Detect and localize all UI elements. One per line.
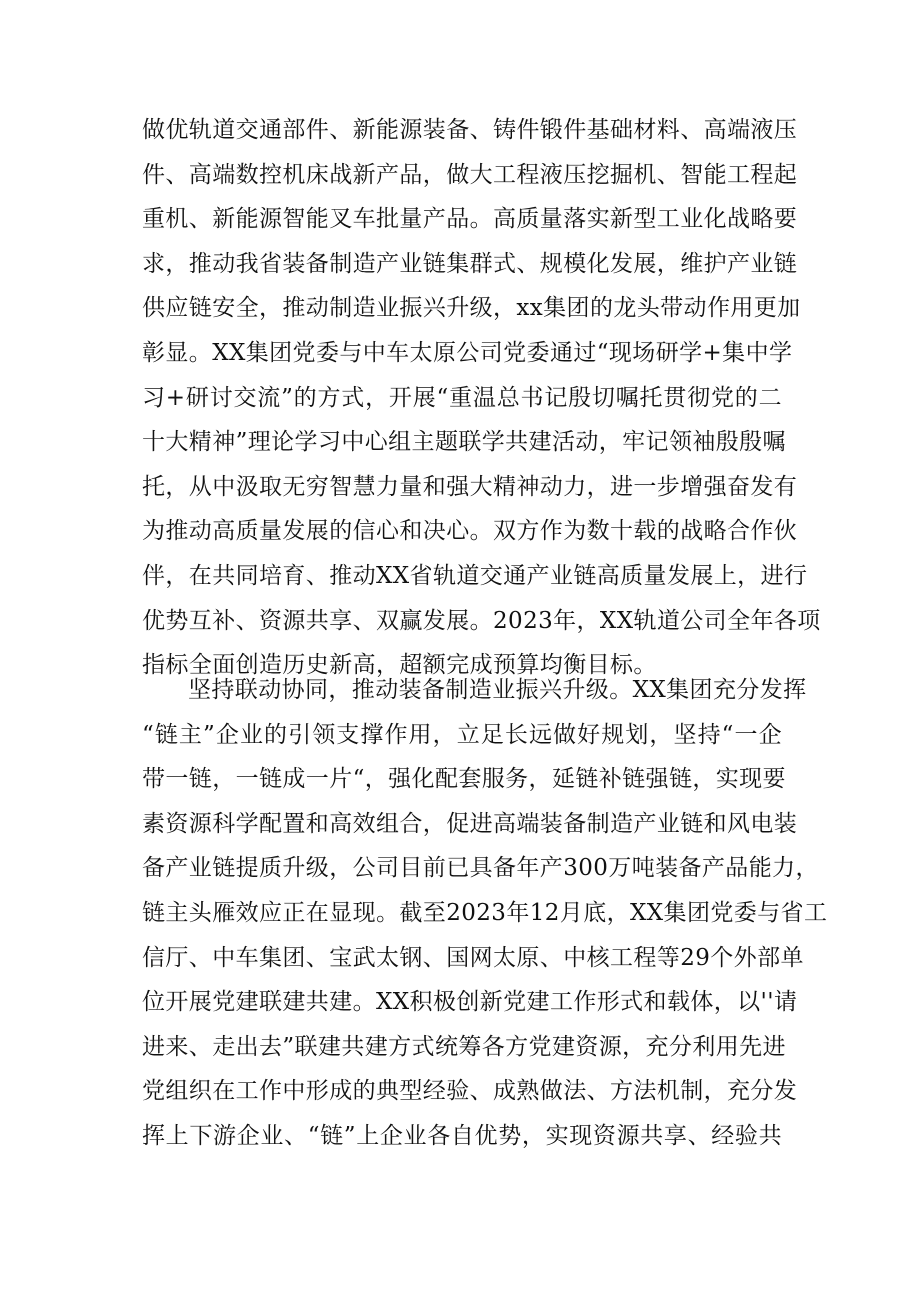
text-line: 件、高端数控机床战新产品，做大工程液压挖掘机、智能工程起 [142, 161, 798, 188]
text-line: 坚持联动协同，推动装备制造业振兴升级。XX集团充分发挥 [188, 677, 807, 703]
text-line: 指标全面创造历史新高，超额完成预算均衡目标。 [142, 652, 657, 679]
text-line: “链主”企业的引领支撑作用，立足长远做好规划，坚持“一企 [142, 721, 782, 748]
text-line: 十大精神”理论学习中心组主题联学共建活动，牢记领袖殷殷嘱 [142, 429, 786, 456]
text-line: 信厅、中车集团、宝武太钢、国网太原、中核工程等29个外部单 [142, 944, 804, 971]
text-line: 重机、新能源智能叉车批量产品。高质量落实新型工业化战略要 [142, 206, 798, 233]
text-line: 挥上下游企业、“链”上企业各自优势，实现资源共享、经验共 [142, 1122, 782, 1149]
text-line: 供应链安全，推动制造业振兴升级，xx集团的龙头带动作用更加 [142, 295, 801, 322]
paragraph-1 [142, 108, 821, 688]
text-line: 伴，在共同培育、推动XX省轨道交通产业链高质量发展上，进行 [142, 562, 808, 589]
text-line: 党组织在工作中形成的典型经验、成熟做法、方法机制，充分发 [142, 1078, 798, 1105]
text-line: 备产业链提质升级，公司目前已具备年产300万吨装备产品能力， [142, 855, 819, 882]
text-line: 求，推动我省装备制造产业链集群式、规模化发展，维护产业链 [142, 250, 798, 277]
text-line: 素资源科学配置和高效组合，促进高端装备制造产业链和风电装 [142, 810, 798, 837]
text-line: 优势互补、资源共享、双赢发展。2023年，XX轨道公司全年各项 [142, 607, 821, 634]
text-line: 托，从中汲取无穷智慧力量和强大精神动力，进一步增强奋发有 [142, 473, 798, 500]
text-line: 链主头雁效应正在显现。截至2023年12月底，XX集团党委与省工 [142, 899, 828, 926]
text-line: 带一链，一链成一片“，强化配套服务，延链补链强链，实现要 [142, 766, 786, 793]
text-line: 习+研讨交流”的方式，开展“重温总书记殷切嘱托贯彻党的二 [142, 384, 782, 411]
text-line: 位开展党建联建共建。XX积极创新党建工作形式和载体，以''请 [142, 989, 798, 1016]
text-line: 为推动高质量发展的信心和决心。双方作为数十载的战略合作伙 [142, 518, 798, 545]
text-line: 进来、走出去”联建共建方式统筹各方党建资源，充分利用先进 [142, 1033, 786, 1060]
text-line: 做优轨道交通部件、新能源装备、铸件锻件基础材料、高端液压 [142, 117, 798, 143]
text-line: 彰显。XX集团党委与中车太原公司党委通过“现场研学+集中学 [142, 339, 793, 366]
paragraph-2 [142, 668, 828, 1159]
